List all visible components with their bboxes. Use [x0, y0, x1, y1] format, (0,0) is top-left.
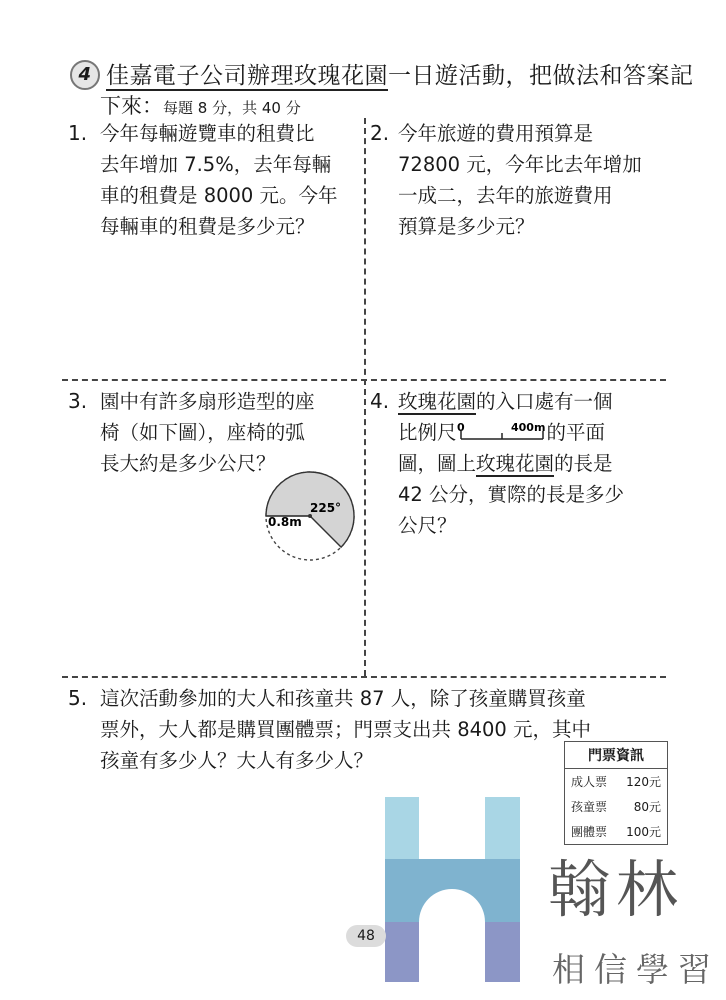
ticket-row: 成人票 120元: [571, 775, 661, 789]
q5-number: 5.: [68, 686, 88, 710]
section-instruction: 下來：每題 8 分，共 40 分: [100, 94, 301, 118]
scale-label: 400m: [510, 420, 545, 434]
section-number-badge: 4: [70, 60, 100, 90]
question-1: 今年每輛遊覽車的租費比 去年增加 7.5%，去年每輛 車的租費是 8000 元。今年 每輛車的租費是多少元？: [100, 122, 338, 238]
row-divider-1: [62, 379, 666, 381]
sector-figure: [258, 462, 358, 572]
ticket-info-box: [564, 741, 668, 845]
ticket-info-title: 門票資訊: [565, 742, 667, 769]
q1-number: 1.: [68, 121, 88, 145]
row-divider-2: [62, 676, 666, 678]
q3-number: 3.: [68, 389, 88, 413]
brand-name: 翰林: [548, 853, 685, 926]
question-5: 這次活動參加的大人和孩童共 87 人，除了孩童購買孩童 票外，大人都是購買團體票；門票支出共 8400 元，其中 孩童有多少人？大人有多少人？: [100, 687, 592, 772]
scale-zero: 0: [456, 420, 465, 434]
column-divider: [364, 118, 366, 676]
angle-label: 225°: [310, 501, 342, 515]
q2-number: 2.: [370, 121, 390, 145]
brand-logo: [385, 797, 520, 982]
scale-bar: [456, 420, 547, 445]
score-note: 每題 8 分，共 40 分: [163, 99, 301, 117]
ticket-row: 團體票 100元: [571, 825, 661, 839]
question-3: 園中有許多扇形造型的座 椅（如下圖），座椅的弧 長大約是多少公尺？: [100, 390, 315, 475]
page-number: 48: [346, 925, 386, 947]
question-4: 玫瑰花園的入口處有一個 比例尺 0 400m 的平面 圖，圖上玫瑰花園的長是 42 公分，實際的長是多少 公尺？: [398, 390, 625, 537]
section-title: 4 佳嘉電子公司辦理玫瑰花園一日遊活動，把做法和答案記: [70, 57, 694, 92]
q4-number: 4.: [370, 389, 390, 413]
radius-label: 0.8m: [268, 515, 302, 529]
place-name: 玫瑰花園: [294, 63, 388, 89]
question-2: 今年旅遊的費用預算是 72800 元，今年比去年增加 一成二，去年的旅遊費用 預算是多少元？: [398, 122, 642, 238]
ticket-row: 孩童票 80元: [571, 800, 661, 814]
brand-slogan: 相信學習: [552, 950, 720, 989]
